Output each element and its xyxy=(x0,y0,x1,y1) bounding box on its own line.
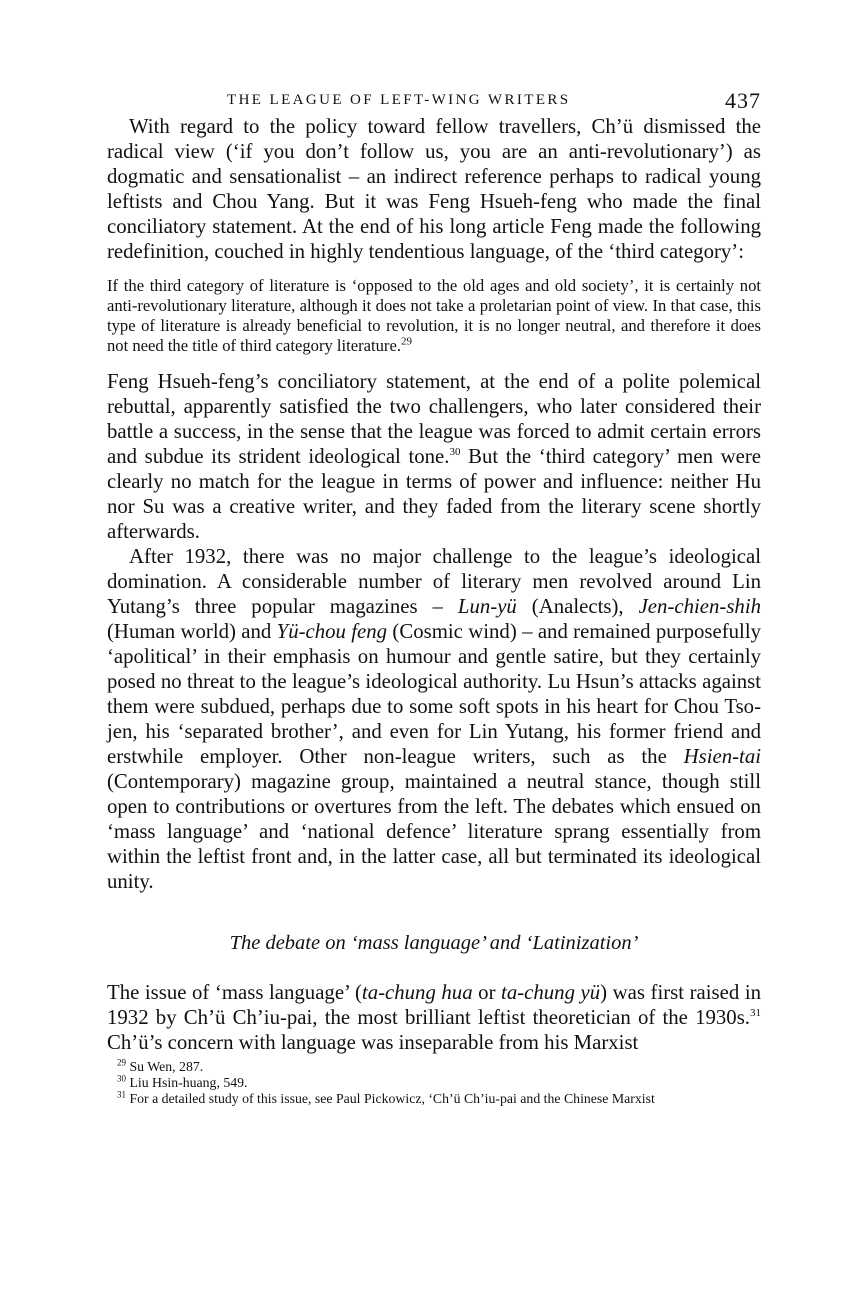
title-lun-yu: Lun-yü xyxy=(457,595,517,618)
paragraph-mass-language xyxy=(107,980,761,1055)
note-ref-31: 31 xyxy=(750,1007,761,1020)
running-title: THE LEAGUE OF LEFT-WING WRITERS xyxy=(227,92,571,108)
paragraph-conciliatory-statement xyxy=(107,369,761,544)
footnote-text: Liu Hsin-huang, 549. xyxy=(129,1075,248,1090)
paragraph-text: The issue of ‘mass language’ ( xyxy=(107,981,362,1004)
paragraph-text: (Contemporary) magazine group, maintained a neutral stance, though still open to contributions or overtures from the left. The debates which ensued on ‘mass language’ and ‘national defence’ literature sprang essentially from within the leftist front and, in the latter case, all but terminated its ideological unity. xyxy=(107,770,761,893)
section-heading: The debate on ‘mass language’ and ‘Latinization’ xyxy=(229,932,639,954)
paragraph-text: or xyxy=(472,981,502,1004)
paragraph-text: After 1932, there was no major challenge to the league’s ideological domination. A considerable number of literary men revolved around Lin Yutang’s three popular magazines – xyxy=(107,545,761,618)
footnote-31 xyxy=(117,1091,761,1107)
note-ref-29: 29 xyxy=(400,335,412,348)
paragraph-text: (Human world) and xyxy=(107,620,277,643)
title-hsien-tai: Hsien-tai xyxy=(683,745,761,768)
title-jen-chien-shih: Jen-chien-shih xyxy=(638,595,761,618)
term-ta-chung-hua: ta-chung hua xyxy=(361,981,473,1004)
quote-text: If the third category of literature is ‘opposed to the old ages and old society’, it is certainly not anti-revolutionary literature, although it does not take a proletarian point of view. In that case, this type of literature is already beneficial to revolution, it is no longer neutral, and therefore it does not need the title of third category literature. xyxy=(107,276,761,355)
footnotes xyxy=(107,1059,761,1107)
footnote-29 xyxy=(117,1059,761,1075)
paragraph-text: Ch’ü’s concern with language was inseparable from his Marxist xyxy=(107,1031,639,1054)
paragraph-fellow-travellers xyxy=(107,114,761,264)
paragraph-text: ) was first raised in 1932 by Ch’ü Ch’iu-pai, the most brilliant leftist theoretician of the 1930s. xyxy=(107,981,761,1029)
block-quote xyxy=(107,276,761,356)
footnote-number: 30 xyxy=(117,1073,126,1084)
paragraph-text: (Cosmic wind) – and remained purposefully ‘apolitical’ in their emphasis on humour and gentle satire, but they certainly posed no threat to the league’s ideological authority. Lu Hsun’s attacks against them were subdued, perhaps due to some soft spots in his heart for Chou Tso-jen, his ‘separated brother’, and even for Lin Yutang, his former friend and erstwhile employer. Other non-league writers, such as the xyxy=(107,620,762,768)
footnote-30 xyxy=(117,1075,761,1091)
footnote-text: Su Wen, 287. xyxy=(129,1059,204,1074)
footnote-number: 31 xyxy=(117,1089,126,1100)
paragraph-after-1932 xyxy=(107,544,761,894)
paragraph-text: Feng Hsueh-feng’s conciliatory statement, at the end of a polite polemical rebuttal, apparently satisfied the two challengers, who later considered their battle a success, in the sense that the league was forced to admit certain errors and subdue its strident ideological tone. xyxy=(107,370,761,468)
term-ta-chung-yu: ta-chung yü xyxy=(501,981,601,1004)
running-head xyxy=(107,88,761,114)
footnote-text: For a detailed study of this issue, see Paul Pickowicz, ‘Ch’ü Ch’iu-pai and the Chinese Marxist xyxy=(129,1091,655,1106)
page xyxy=(107,88,761,1107)
footnote-number: 29 xyxy=(117,1057,126,1068)
page-number: 437 xyxy=(725,88,761,113)
paragraph-text: With regard to the policy toward fellow travellers, Ch’ü dismissed the radical view (‘if you don’t follow us, you are an anti-revolutionary’) as dogmatic and sensationalist – an indirect reference perhaps to radical young leftists and Chou Yang. But it was Feng Hsueh-feng who made the final conciliatory statement. At the end of his long article Feng made the following redefinition, couched in highly tendentious language, of the ‘third category’: xyxy=(107,115,761,263)
title-yu-chou-feng: Yü-chou feng xyxy=(276,620,388,643)
paragraph-text: But the ‘third category’ men were clearly no match for the league in terms of power and influence: neither Hu nor Su was a creative writer, and they faded from the literary scene shortly afterwards. xyxy=(107,445,762,543)
note-ref-30: 30 xyxy=(449,446,461,459)
paragraph-text: (Analects), xyxy=(516,595,639,618)
